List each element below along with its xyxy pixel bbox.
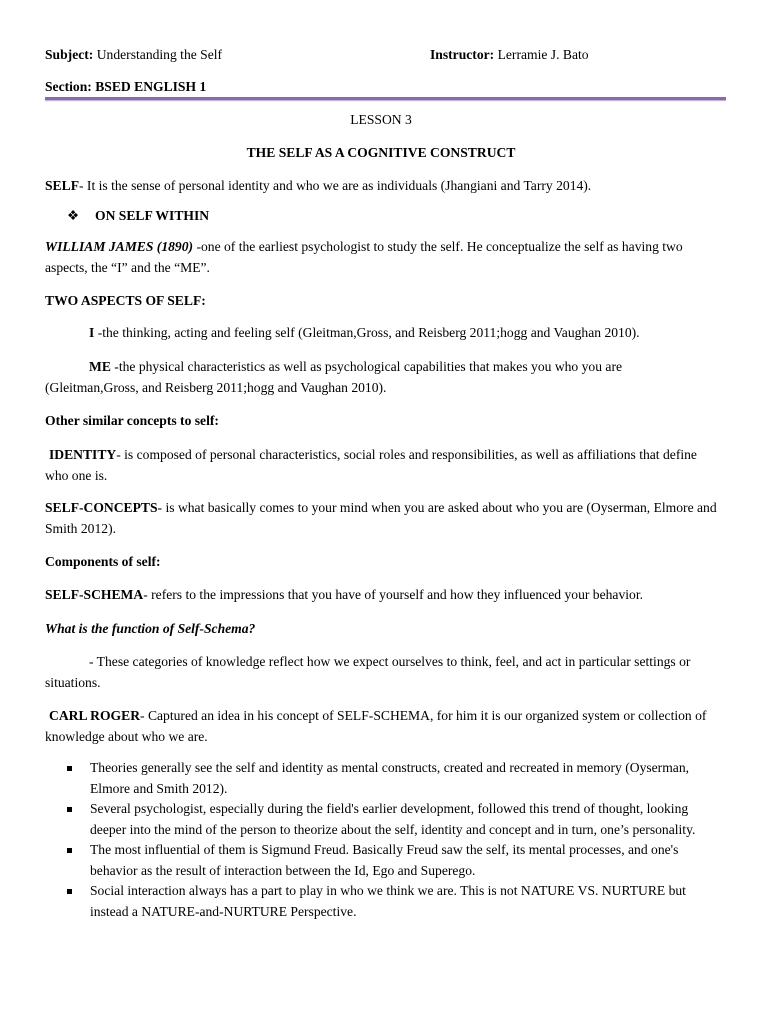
carl-roger-term: CARL ROGER xyxy=(49,708,141,723)
two-aspects-heading xyxy=(45,290,717,311)
components-text: Components of self: xyxy=(45,554,161,569)
self-concepts-paragraph xyxy=(45,497,717,539)
aspect-me-text: -the physical characteristics as well as psychological capabilities that makes you who you are (Gleitman,Gross, and Reisberg 2011;hogg and Vaughan 2010). xyxy=(45,359,623,395)
self-concepts-text: - is what basically comes to your mind when you are asked about who you are (Oyserman, Elmore and Smith 2012). xyxy=(45,500,717,536)
identity-term: IDENTITY xyxy=(49,447,117,462)
on-self-within xyxy=(45,205,717,226)
aspect-i-term: I xyxy=(89,325,95,340)
aspect-me-term: ME xyxy=(89,359,111,374)
self-concepts-term: SELF-CONCEPTS xyxy=(45,500,158,515)
key-points-list xyxy=(62,758,712,922)
list-item xyxy=(62,840,712,881)
two-aspects-text: TWO ASPECTS OF SELF: xyxy=(45,293,206,308)
similar-concepts-heading xyxy=(45,410,717,431)
instructor-label: Instructor: xyxy=(430,47,495,62)
aspect-i xyxy=(45,322,717,343)
components-heading xyxy=(45,551,717,572)
aspect-me xyxy=(45,356,717,398)
diamond-bullet-icon: ❖ xyxy=(67,208,80,223)
identity-text: - is composed of personal characteristics, social roles and responsibilities, as well as affiliations that define who one is. xyxy=(45,447,697,483)
similar-concepts-text: Other similar concepts to self: xyxy=(45,413,219,428)
square-bullet-icon xyxy=(67,848,72,853)
self-schema-term: SELF-SCHEMA xyxy=(45,587,144,602)
list-item-text: The most influential of them is Sigmund Freud. Basically Freud saw the self, its mental processes, and one's behavior as the result of interaction between the Id, Ego and Superego. xyxy=(90,842,679,878)
square-bullet-icon xyxy=(67,766,72,771)
lesson-number: LESSON 3 xyxy=(350,112,412,127)
aspect-i-text: -the thinking, acting and feeling self (Gleitman,Gross, and Reisberg 2011;hogg and Vaughan 2010). xyxy=(94,325,640,340)
identity-paragraph xyxy=(45,444,717,486)
list-item-text: Several psychologist, especially during the field's earlier development, followed this trend of thought, looking deeper into the mind of the person to theorize about the self, identity and concept and in turn, one’s personality. xyxy=(90,801,696,837)
self-text: - It is the sense of personal identity and who we are as individuals (Jhangiani and Tarry 2014). xyxy=(79,178,592,193)
function-question xyxy=(45,618,717,639)
self-schema-text: - refers to the impressions that you have of yourself and how they influenced your behavior. xyxy=(143,587,644,602)
list-item-text: Theories generally see the self and identity as mental constructs, created and recreated in memory (Oyserman, Elmore and Smith 2012). xyxy=(90,760,690,796)
self-definition xyxy=(45,175,717,196)
william-james-paragraph xyxy=(45,236,717,278)
on-self-within-text: ON SELF WITHIN xyxy=(95,208,210,223)
lesson-title xyxy=(45,142,717,163)
header-divider xyxy=(45,97,726,100)
lesson-title-text: THE SELF AS A COGNITIVE CONSTRUCT xyxy=(246,145,516,160)
square-bullet-icon xyxy=(67,889,72,894)
function-question-text: What is the function of Self-Schema? xyxy=(45,621,256,636)
list-item xyxy=(62,881,712,922)
square-bullet-icon xyxy=(67,807,72,812)
instructor-value: Lerramie J. Bato xyxy=(494,47,589,62)
subject-value: Understanding the Self xyxy=(93,47,223,62)
function-answer: - These categories of knowledge reflect how we expect ourselves to think, feel, and act in particular settings or situations. xyxy=(45,654,691,690)
instructor-line xyxy=(430,44,589,65)
carl-roger-text: - Captured an idea in his concept of SELF-SCHEMA, for him it is our organized system or collection of knowledge about who we are. xyxy=(45,708,707,744)
list-item-text: Social interaction always has a part to play in who we think we are. This is not NATURE VS. NURTURE but instead a NATURE-and-NURTURE Perspective. xyxy=(90,883,686,919)
self-term: SELF xyxy=(45,178,79,193)
william-james-text: -one of the earliest psychologist to study the self. He conceptualize the self as having two aspects, the “I” and the “ME”. xyxy=(45,239,683,275)
section-line xyxy=(45,76,206,97)
section-label: Section: BSED ENGLISH 1 xyxy=(45,79,207,94)
list-item xyxy=(62,799,712,840)
subject-label: Subject: xyxy=(45,47,94,62)
carl-roger-paragraph xyxy=(45,705,717,747)
self-schema-paragraph xyxy=(45,584,717,605)
subject-line xyxy=(45,44,222,65)
william-james-term: WILLIAM JAMES (1890) xyxy=(45,239,194,254)
list-item xyxy=(62,758,712,799)
